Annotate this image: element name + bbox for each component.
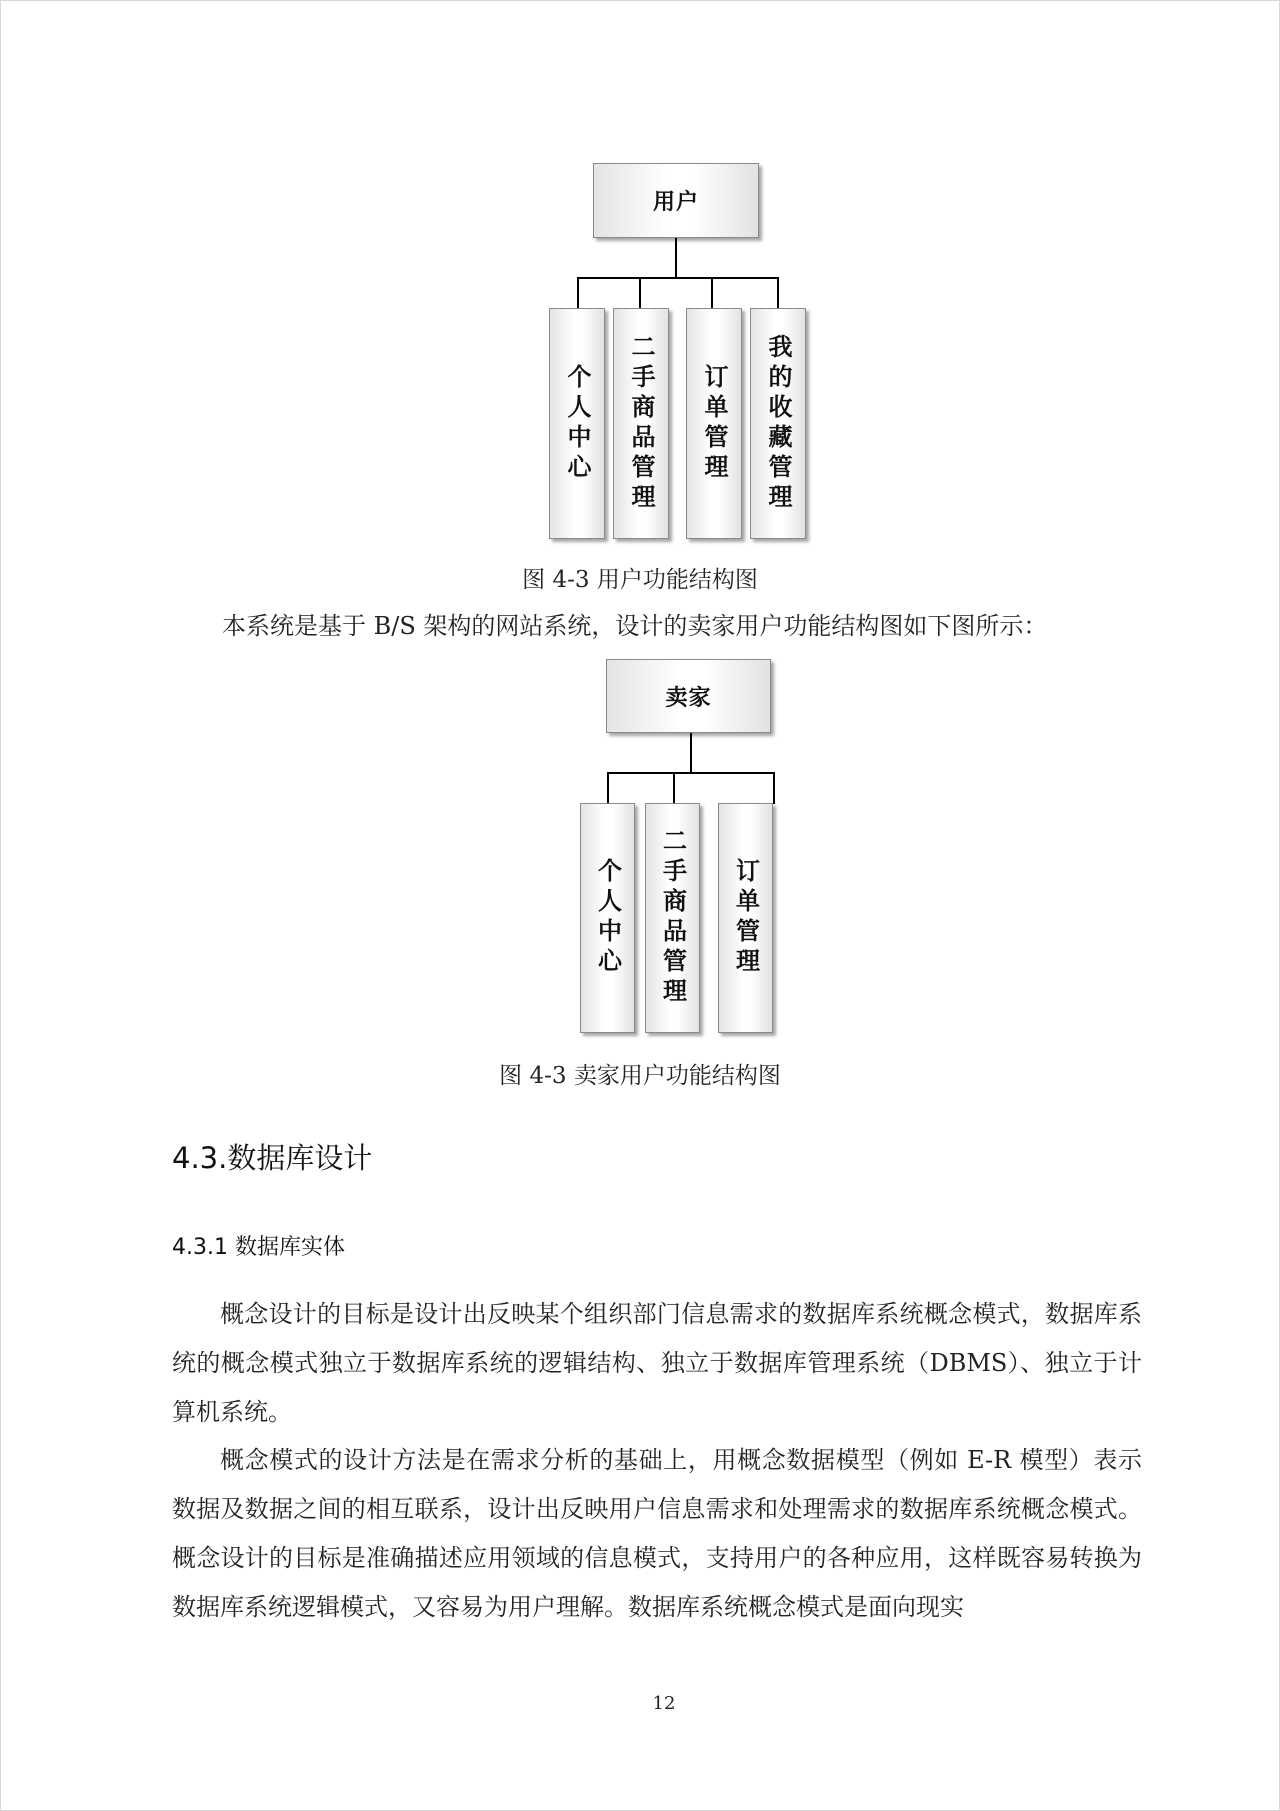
subsection-heading: 4.3.1 数据库实体 [172,1235,345,1260]
diagram2-child-node [718,803,773,1033]
diagram2-child-node [645,803,700,1033]
diagram1-child-label: 二手商品管理 [627,333,655,514]
diagram2-child-label: 二手商品管理 [658,828,687,1008]
diagram1-connector-drop [577,277,579,309]
page-number: 12 [652,1693,676,1714]
diagram2-caption: 图 4-3 卖家用户功能结构图 [499,1063,781,1089]
diagram1-child-label: 订单管理 [700,363,728,484]
diagram2-child-label: 个人中心 [593,858,622,978]
diagram1-child-node [613,308,669,539]
diagram1-connector-bar [577,277,779,279]
diagram1-child-label: 我的收藏管理 [764,333,792,514]
diagram1-child-node [750,308,806,539]
diagram2-root-node [606,659,771,733]
diagram1-child-node [549,308,605,539]
body-paragraph: 概念设计的目标是设计出反映某个组织部门信息需求的数据库系统概念模式，数据库系统的概念模式独立于数据库系统的逻辑结构、独立于数据库管理系统（DBMS）、独立于计算机系统。 [172,1300,1142,1426]
intro-paragraph: 本系统是基于 B/S 架构的网站系统，设计的卖家用户功能结构图如下图所示： [222,612,1048,640]
diagram1-child-label: 个人中心 [563,363,591,484]
diagram1-root-node [593,163,759,238]
diagram2-connector-trunk [690,733,692,773]
diagram1-connector-drop [639,277,641,309]
diagram1-root-label: 用户 [652,190,699,215]
diagram1-connector-drop [777,277,779,309]
diagram2-child-label: 订单管理 [731,858,760,978]
diagram1-connector-trunk [675,238,677,278]
diagram2-connector-drop [673,772,675,804]
diagram2-connector-drop [607,772,609,804]
section-heading: 4.3.数据库设计 [172,1141,373,1175]
diagram2-child-node [580,803,635,1033]
body-paragraph: 概念模式的设计方法是在需求分析的基础上，用概念数据模型（例如 E-R 模型）表示数据及数据之间的相互联系，设计出反映用户信息需求和处理需求的数据库系统概念模式。概念设计的目标是准确描述应用领域的信息模式，支持用户的各种应用，这样既容易转换为数据库系统逻辑模式，又容易为用户理解。数据库系统概念模式是面向现实 [172,1446,1142,1621]
diagram1-child-node [686,308,742,539]
diagram2-root-label: 卖家 [665,685,712,711]
diagram1-connector-drop [711,277,713,309]
diagram2-connector-bar [607,772,775,774]
diagram1-caption: 图 4-3 用户功能结构图 [522,567,758,593]
diagram2-connector-drop [773,772,775,804]
